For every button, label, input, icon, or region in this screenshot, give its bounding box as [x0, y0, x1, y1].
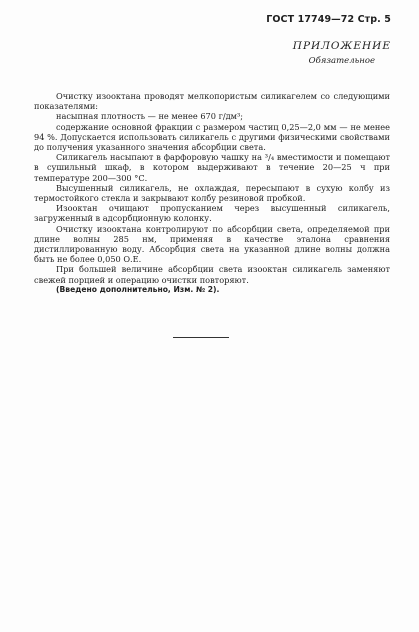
paragraph-bulk-density: насыпная плотность — не менее 670 г/дм³;: [56, 111, 244, 122]
paragraph-drying: Силикагель насыпают в фарфоровую чашку на ³/₄ вместимости и помещают в сушильный шкаф, в котором выдерживают в течение 20—25 ч при температуре 200—300 °С.: [34, 152, 390, 183]
running-header: ГОСТ 17749—72 Стр. 5: [266, 14, 391, 25]
section-divider: [173, 337, 229, 338]
appendix-title: ПРИЛОЖЕНИЕ: [292, 40, 391, 52]
paragraph-intro: Очистку изооктана проводят мелкопористым силикагелем со следующими показателями:: [34, 91, 390, 112]
paragraph-fraction-content: содержание основной фракции с размером частиц 0,25—2,0 мм — не менее 94 %. Допускается использовать силикагель с другими физическими свойствами до получения указанного значения абсорбции света.: [34, 121, 390, 153]
paragraph-control: Очистку изооктана контролируют по абсорбции света, определяемой при длине волны 285 нм, применяя в качестве эталона сравнения дистиллированную воду. Абсорбция света на указанной длине волны должна быть не более 0,050 О.Е.: [34, 223, 390, 265]
amendment-note: (Введено дополнительно, Изм. № 2).: [56, 284, 220, 294]
paragraph-purification: Изооктан очищают пропусканием через высушенный силикагель, загруженный в адсорбционную колонку.: [34, 203, 390, 224]
appendix-subtitle: Обязательное: [308, 56, 375, 66]
appendix-body: [34, 91, 390, 295]
paragraph-transfer: Высушенный силикагель, не охлаждая, пересыпают в сухую колбу из термостойкого стекла и закрывают колбу резиновой пробкой.: [34, 182, 390, 204]
paragraph-repeat: При большей величине абсорбции света изооктан силикагель заменяют свежей порцией и операцию очистки повторяют.: [34, 264, 390, 285]
